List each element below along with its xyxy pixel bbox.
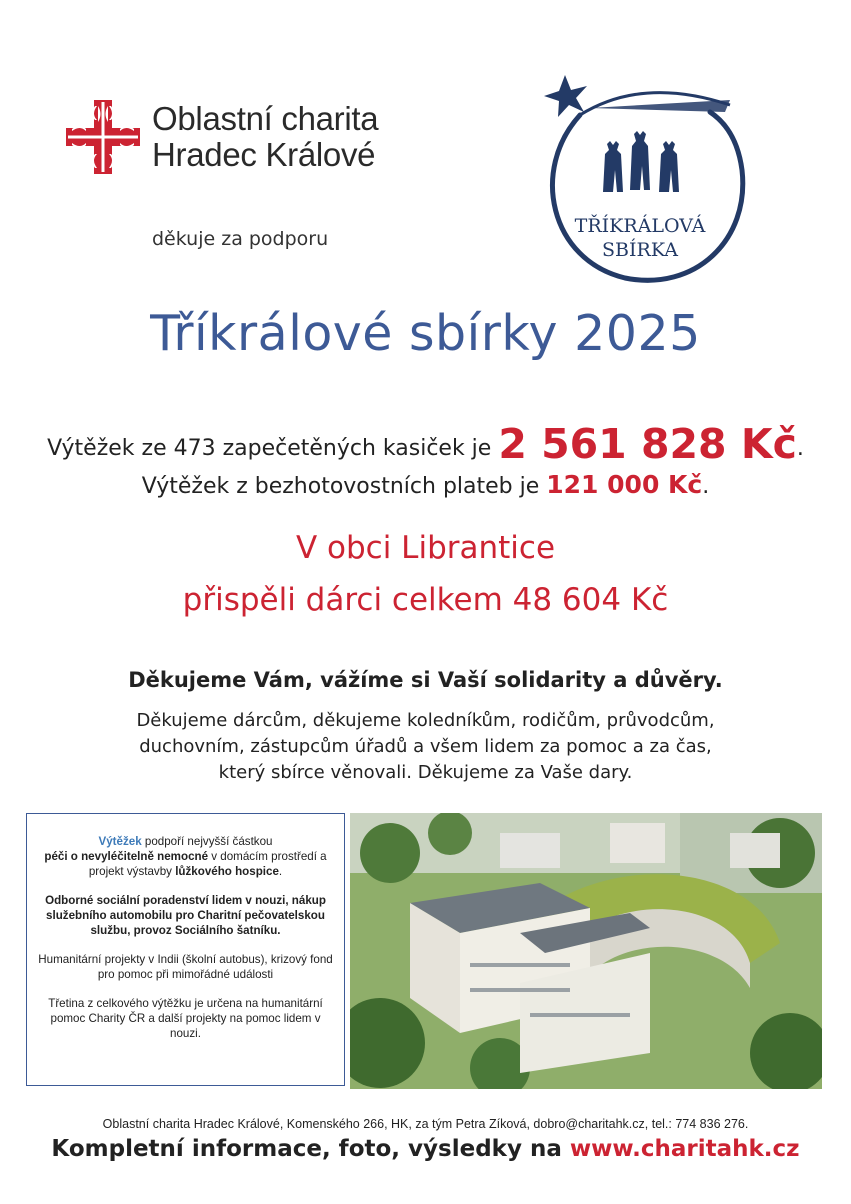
usage-info-box	[26, 813, 345, 1086]
footer-address: Oblastní charita Hradec Králové, Komenského 266, HK, za tým Petra Zíková, dobro@charitahk.cz, tel.: 774 836 276.	[102, 1117, 749, 1131]
three-kings-icon	[603, 131, 679, 192]
caritas-cross-icon	[64, 98, 142, 176]
organization-name	[152, 101, 378, 173]
yield-cash-text: Výtěžek ze 473 zapečetěných kasiček je	[47, 436, 499, 461]
website-link[interactable]: www.charitahk.cz	[569, 1136, 800, 1162]
logo-text-line1: TŘÍKRÁLOVÁ	[574, 215, 706, 237]
thanks-heading: Děkujeme Vám, vážíme si Vaší solidarity a důvěry.	[128, 668, 723, 692]
organization-name-line1: Oblastní charita	[152, 100, 379, 137]
footer-info-text: Kompletní informace, foto, výsledky na	[51, 1136, 570, 1162]
thanks-paragraph	[0, 708, 851, 786]
info-text: v domácím prostředí a projekt výstavby	[88, 850, 327, 878]
thanks-paragraph-line: duchovním, zástupcům úřadů a všem lidem za pomoc a za čas,	[139, 736, 712, 757]
page-title: Tříkrálové sbírky 2025	[150, 305, 701, 362]
star-icon	[544, 75, 587, 117]
thanks-paragraph-line: Děkujeme dárcům, děkujeme koledníkům, rodičům, průvodcům,	[136, 710, 715, 731]
yield-cashless-amount: 121 000 Kč	[546, 470, 703, 499]
yield-cash-line	[0, 420, 851, 468]
info-bold: péči o nevyléčitelně nemocné	[44, 850, 209, 863]
town-amount: přispěli dárci celkem 48 604 Kč	[182, 582, 669, 618]
footer-info	[0, 1136, 851, 1162]
yield-cashless-suffix: .	[702, 474, 710, 499]
info-paragraph-third: Třetina z celkového výtěžku je určena na humanitární pomoc Charity ČR a další projekty na pomoc lidem v nouzi.	[48, 997, 323, 1040]
info-text: .	[278, 865, 283, 878]
organization-header	[64, 98, 378, 176]
info-highlight: Výtěžek	[98, 835, 142, 848]
town-name: V obci Librantice	[295, 530, 556, 566]
yield-cashless-line	[0, 470, 851, 499]
thanks-paragraph-line: který sbírce věnovali. Děkujeme za Vaše dary.	[218, 762, 633, 783]
hospice-rendering-image	[350, 813, 822, 1089]
info-bold: Odborné sociální poradenství lidem v nouzi, nákup služebního automobilu pro Charitní pečovatelskou službu, provoz Sociálního šatníku.	[45, 894, 326, 937]
organization-name-line2: Hradec Králové	[152, 136, 376, 173]
info-paragraph-social	[37, 893, 334, 938]
trikralova-sbirka-logo	[520, 60, 760, 300]
logo-text-line2: SBÍRKA	[602, 239, 678, 261]
info-bold: lůžkového hospice	[175, 865, 279, 878]
yield-cash-suffix: .	[796, 436, 804, 461]
info-paragraph-humanitarian: Humanitární projekty v Indii (školní autobus), krizový fond pro pomoc při mimořádné události	[38, 953, 333, 981]
info-text: podpoří nejvyšší částkou	[141, 835, 273, 848]
yield-cashless-text: Výtěžek z bezhotovostních plateb je	[141, 474, 547, 499]
support-thanks: děkuje za podporu	[152, 228, 329, 250]
info-paragraph-hospice	[37, 834, 334, 879]
yield-cash-amount: 2 561 828 Kč	[498, 420, 797, 468]
